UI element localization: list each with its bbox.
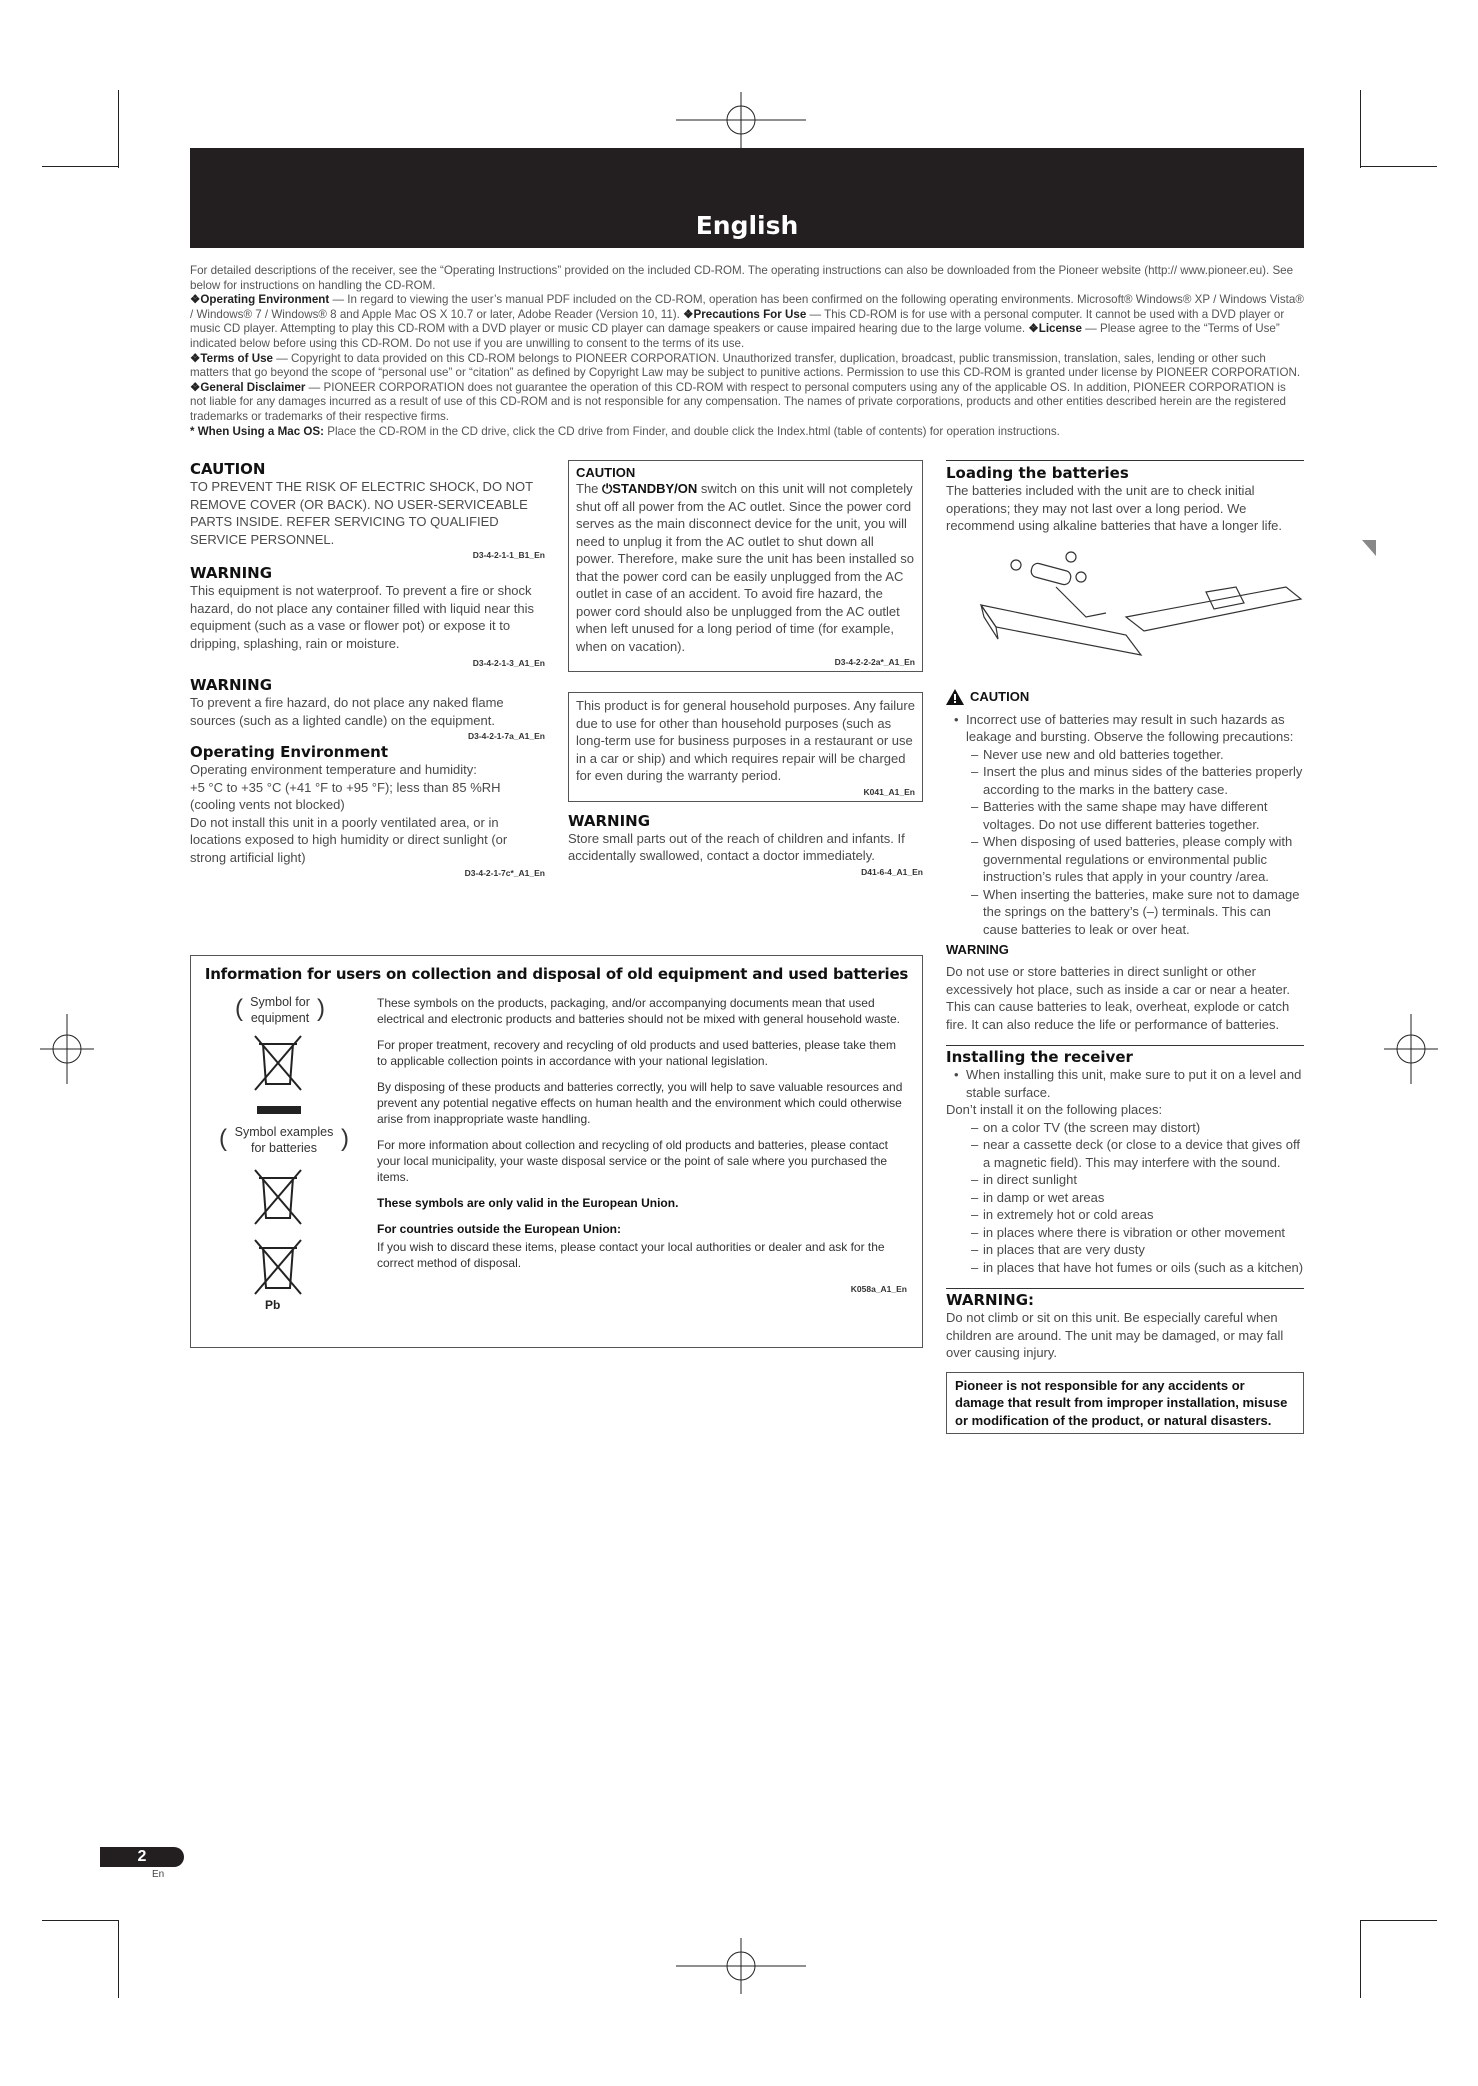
list-item: – Insert the plus and minus sides of the batteries properly according to the marks in the battery case.	[971, 763, 1304, 798]
batteries-text: The batteries included with the unit are to check initial operations; they may not last over a long period. We recommend using alkaline batteries that have a longer life.	[946, 483, 1283, 533]
env-text: +5 °C to +35 °C (+41 °F to +95 °F); less than 85 %RH (cooling vents not blocked)	[190, 779, 501, 812]
document-code: D3-4-2-2-2a*_A1_En	[834, 657, 915, 667]
disposal-paragraph: For more information about collection and recycling of old products and batteries, please contact your local municipality, your waste disposal service or the point of sale where you purchased the items.	[377, 1138, 888, 1184]
disposal-heading: Information for users on collection and disposal of old equipment and used batteries	[204, 965, 909, 983]
disposal-paragraph: By disposing of these products and batteries correctly, you will help to save valuable resources and prevent any potential negative effects on human health and the environment which could otherwise arise from inappropriate waste handling.	[377, 1080, 903, 1126]
warning-triangle-icon	[946, 689, 964, 705]
bar-symbol	[257, 1106, 301, 1114]
list-item: – When disposing of used batteries, please comply with governmental regulations or environmental public instruction’s rules that apply in your country /area.	[971, 833, 1304, 886]
crossed-bin-icon	[253, 1238, 303, 1302]
caution-heading: CAUTION	[970, 689, 1030, 704]
warning-heading: WARNING:	[946, 1291, 1035, 1309]
caution-row	[946, 689, 1304, 705]
caution-heading: CAUTION	[190, 460, 266, 478]
registration-mark	[40, 1014, 94, 1084]
page-title: English	[695, 211, 799, 240]
list-item: – in damp or wet areas	[971, 1189, 1304, 1207]
list-item: – When inserting the batteries, make sure not to damage the springs on the battery’s (–) terminals. This can cause batteries to leak or over heat.	[971, 886, 1304, 939]
standby-caution-text: The ⏻STANDBY/ON switch on this unit will not completely shut off all power from the AC outlet. Since the power cord serves as the main disconnect device for the unit, you will need to unplug it from the AC outlet to shut down all power. Therefore, make sure the unit has been installed so that the power cord can be easily unplugged from the AC outlet in case of an accident. To avoid fire hazard, the power cord should also be unplugged from the AC outlet when left unused for a long period of time (for example, when on vacation).	[576, 481, 914, 654]
env-text: Do not install this unit in a poorly ventilated area, or in locations exposed to high humidity or direct sunlight (or strong artificial light)	[190, 814, 508, 865]
install-list	[946, 1066, 1304, 1101]
list-item: – in places that have hot fumes or oils (such as a kitchen)	[971, 1259, 1304, 1277]
disposal-info-box	[190, 955, 923, 1348]
list-item: – in places where there is vibration or other movement	[971, 1224, 1304, 1242]
standby-switch-label: ⏻STANDBY/ON	[602, 481, 698, 496]
disposal-paragraph: These symbols on the products, packaging, and/or accompanying documents mean that used electrical and electronic products and batteries should not be mixed with general household waste.	[377, 996, 900, 1026]
disposal-paragraph: For proper treatment, recovery and recycling of old products and used batteries, please take them to applicable collection points in accordance with your national legislation.	[377, 1038, 896, 1068]
battery-precautions	[946, 746, 1304, 939]
warning-text: Do not use or store batteries in direct sunlight or other excessively hot place, such as inside a car or near a heater. This can cause batteries to leak, overheat, explode or catch fire. It can also reduce the life or performance of batteries.	[946, 964, 1290, 1032]
registration-mark	[676, 1938, 806, 1994]
list-item: – Batteries with the same shape may have different voltages. Do not use different batteries together.	[971, 798, 1304, 833]
warning-heading: WARNING	[568, 811, 651, 830]
symbol-equipment-label: ( ) Symbol for equipment	[235, 995, 325, 1025]
list-item: – Never use new and old batteries together.	[971, 746, 1304, 764]
responsibility-note: Pioneer is not responsible for any accidents or damage that result from improper installation, misuse or modification of the product, or natural disasters.	[946, 1372, 1304, 1435]
crop-mark	[42, 166, 118, 167]
list-item: • When installing this unit, make sure to put it on a level and stable surface.	[958, 1066, 1304, 1101]
warning-text: This equipment is not waterproof. To prevent a fire or shock hazard, do not place any container filled with liquid near this equipment (such as a vase or flower pot) or expose it to dripping, splashing, rain or moisture.	[190, 583, 534, 651]
language-header	[190, 148, 1304, 248]
symbol-batteries-label: ( ) Symbol examples for batteries	[219, 1125, 349, 1155]
list-item: – in extremely hot or cold areas	[971, 1206, 1304, 1224]
crop-mark	[118, 90, 119, 168]
installing-receiver-heading: Installing the receiver	[946, 1048, 1133, 1066]
document-code: D3-4-2-1-3_A1_En	[472, 658, 545, 668]
household-notice-box	[568, 692, 923, 802]
operating-environment-heading: Operating Environment	[190, 743, 389, 761]
registration-mark	[676, 92, 806, 148]
intro-text	[190, 264, 1304, 439]
crop-mark	[118, 1920, 119, 1998]
disposal-paragraph: For countries outside the European Union:	[377, 1222, 622, 1236]
pb-label: Pb	[265, 1298, 281, 1312]
caution-heading: CAUTION	[576, 465, 636, 480]
caution-text: TO PREVENT THE RISK OF ELECTRIC SHOCK, DO NOT REMOVE COVER (OR BACK). NO USER-SERVICEABLE PARTS INSIDE. REFER SERVICING TO QUALIFIED SERVICE PERSONNEL.	[190, 479, 533, 547]
column-right	[946, 460, 1304, 1434]
column-middle	[568, 460, 923, 877]
warning-text: To prevent a fire hazard, do not place any naked flame sources (such as a lighted candle) on the equipment.	[190, 695, 504, 728]
install-dont-text: Don’t install it on the following places:	[946, 1102, 1163, 1117]
env-text: Operating environment temperature and humidity:	[190, 762, 477, 777]
document-code: D3-4-2-1-7a_A1_En	[467, 731, 545, 741]
list-item: • Incorrect use of batteries may result in such hazards as leakage and bursting. Observe the following precautions:	[958, 711, 1304, 746]
intro-cdrom-terms: ❖Operating Environment — In regard to viewing the user’s manual PDF included on the CD-ROM, operation has been confirmed on the following operating environments. Microsoft® Windows® XP / Windows Vista® / Windows® 7 / Windows® 8 and Apple Mac OS X 10.7 or later, Adobe Reader (Version 10, 11). ❖Precautions For Use — This CD-ROM is for use with a personal computer. It cannot be used with a DVD player or music CD player. Attempting to play this CD-ROM with a DVD player or music CD player can damage speakers or cause impaired hearing due to the large volume. ❖License — Please agree to the “Terms of Use” indicated below before using this CD-ROM. Do not use if you are unwilling to consent to the terms of its use. ❖Terms of Use — Copyright to data provided on this CD-ROM belongs to PIONEER CORPORATION. Unauthorized transfer, duplication, broadcast, public transmission, translation, sales, lending or other such matters that go beyond the scope of “personal use” or “citation” as defined by Copyright Law may be subject to punitive actions. Permission to use this CD-ROM is granted under license by PIONEER CORPORATION. ❖General Disclaimer — PIONEER CORPORATION does not guarantee the operation of this CD-ROM with respect to personal computers using any of the applicable OS. In addition, PIONEER CORPORATION is not liable for any damages incurred as a result of use of this CD-ROM and is not responsible for any compensation. The names of private corporations, products and other entities described herein are the registered trademarks or trademarks of their respective firms.	[190, 293, 1304, 423]
warning-text: Store small parts out of the reach of children and infants. If accidentally swallowed, contact a doctor immediately.	[568, 830, 905, 863]
loading-batteries-heading: Loading the batteries	[946, 464, 1129, 482]
household-text: This product is for general household purposes. Any failure due to use for other than household purposes (such as long-term use for business purposes in a restaurant or use in a car or ship) and which requires repair will be charged for even during the warranty period.	[576, 698, 915, 783]
crop-mark	[1361, 166, 1437, 167]
crossed-bin-icon	[253, 1168, 303, 1232]
install-places	[946, 1119, 1304, 1277]
column-left	[190, 460, 545, 878]
document-code: D41-6-4_A1_En	[861, 866, 923, 877]
intro-mac-note: * When Using a Mac OS: Place the CD-ROM in the CD drive, click the CD drive from Finder, and double click the Index.html (table of contents) for operation instructions.	[190, 424, 1060, 438]
document-code: D3-4-2-1-1_B1_En	[472, 550, 545, 560]
crossed-bin-icon	[253, 1034, 303, 1098]
battery-remote-illustration	[976, 547, 1306, 677]
battery-caution-list	[946, 711, 1304, 746]
document-code: K041_A1_En	[863, 786, 915, 797]
crop-mark	[1360, 90, 1361, 168]
registration-mark	[1384, 1014, 1438, 1084]
document-code: K058a_A1_En	[850, 1284, 907, 1294]
crop-mark	[1361, 1920, 1437, 1921]
warning-heading: WARNING	[190, 676, 273, 694]
disposal-paragraph: These symbols are only valid in the European Union.	[377, 1196, 679, 1210]
crop-mark	[1360, 1920, 1361, 1998]
list-item: – near a cassette deck (or close to a device that gives off a magnetic field). This may interfere with the sound.	[971, 1136, 1304, 1171]
document-code: D3-4-2-1-7c*_A1_En	[464, 868, 545, 878]
page-language: En	[152, 1869, 165, 1880]
triangle-marker-icon	[1362, 540, 1376, 556]
disposal-paragraph: If you wish to discard these items, please contact your local authorities or dealer and ask for the correct method of disposal.	[377, 1240, 885, 1270]
warning-text: Do not climb or sit on this unit. Be especially careful when children are around. The unit may be damaged, or may fall over causing injury.	[946, 1310, 1284, 1360]
intro-paragraph: For detailed descriptions of the receiver, see the “Operating Instructions” provided on the included CD-ROM. The operating instructions can also be downloaded from the Pioneer website (http:// www.pioneer.eu). See below for instructions on handling the CD-ROM.	[190, 264, 1294, 292]
warning-heading: WARNING	[190, 564, 273, 582]
list-item: – in places that are very dusty	[971, 1241, 1304, 1259]
standby-caution-box	[568, 460, 923, 672]
page-number: 2	[100, 1847, 184, 1867]
disposal-text	[377, 995, 907, 1297]
list-item: – in direct sunlight	[971, 1171, 1304, 1189]
warning-heading: WARNING	[946, 942, 1009, 957]
list-item: – on a color TV (the screen may distort)	[971, 1119, 1304, 1137]
crop-mark	[42, 1920, 118, 1921]
